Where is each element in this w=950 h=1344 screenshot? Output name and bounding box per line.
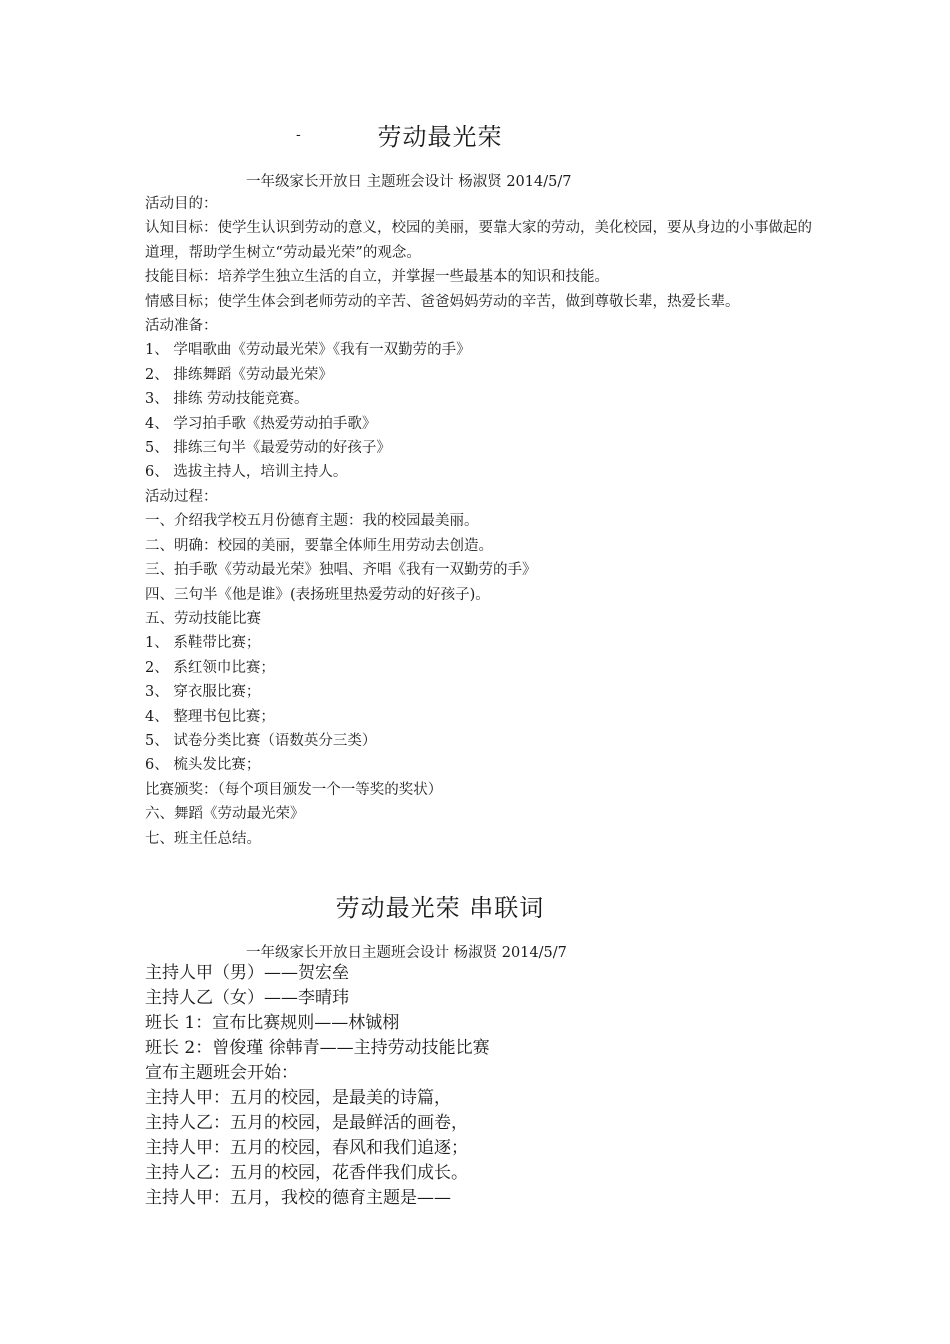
plan-line: 5、 试卷分类比赛（语数英分三类）: [145, 732, 377, 749]
plan-line: 二、明确：校园的美丽，要靠全体师生用劳动去创造。: [145, 537, 493, 554]
activity-plan: [145, 192, 815, 851]
plan-line: 七、班主任总结。: [145, 830, 261, 847]
plan-line: 5、 排练三句半《最爱劳动的好孩子》: [145, 440, 391, 457]
script-line: 宣布主题班会开始：: [145, 1063, 298, 1083]
plan-line: 技能目标：培养学生独立生活的自立，并掌握一些最基本的知识和技能。: [145, 269, 609, 286]
plan-line: 1、 学唱歌曲《劳动最光荣》《我有一双勤劳的手》: [145, 342, 471, 359]
script-line: 主持人甲：五月的校园，春风和我们追逐；: [145, 1138, 468, 1158]
script-line: 主持人乙（女）——李晴玮: [145, 988, 349, 1008]
script-title: 劳动最光荣 串联词: [335, 894, 545, 922]
plan-line: 3、 排练 劳动技能竞赛。: [145, 391, 309, 408]
script-subtitle: 一年级家长开放日主题班会设计 杨淑贤 2014/5/7: [246, 945, 567, 961]
plan-line: 三、拍手歌《劳动最光荣》独唱、齐唱《我有一双勤劳的手》: [145, 562, 537, 579]
plan-line: 活动过程：: [145, 488, 218, 505]
script-line: 主持人甲：五月，我校的德育主题是——: [145, 1188, 451, 1208]
plan-line: 六、舞蹈《劳动最光荣》: [145, 806, 305, 823]
script-line: 主持人甲：五月的校园，是最美的诗篇，: [145, 1088, 451, 1108]
plan-line: 3、 穿衣服比赛；: [145, 684, 261, 701]
plan-line: 1、 系鞋带比赛；: [145, 635, 261, 652]
doc-subtitle: 一年级家长开放日 主题班会设计 杨淑贤 2014/5/7: [246, 174, 572, 190]
doc-title: 劳动最光荣: [377, 123, 503, 151]
plan-line: 比赛颁奖：（每个项目颁发一个一等奖的奖状）: [145, 781, 443, 798]
script-line: 主持人乙：五月的校园，是最鲜活的画卷，: [145, 1113, 468, 1133]
plan-line: 活动目的：: [145, 196, 218, 212]
script-line: 主持人乙：五月的校园，花香伴我们成长。: [145, 1163, 468, 1183]
plan-line: 一、介绍我学校五月份德育主题：我的校园最美丽。: [145, 513, 479, 530]
plan-line: 情感目标；使学生体会到老师劳动的辛苦、爸爸妈妈劳动的辛苦，做到尊敬长辈，热爱长辈。: [145, 293, 740, 310]
title-mark: -: [296, 127, 301, 143]
plan-line: 四、三句半《他是谁》(表扬班里热爱劳动的好孩子)。: [145, 586, 490, 603]
plan-line: 2、 系红领巾比赛；: [145, 659, 275, 676]
plan-line: 五、劳动技能比赛: [145, 610, 261, 627]
plan-line: 4、 整理书包比赛；: [145, 708, 275, 725]
plan-line: 认知目标：使学生认识到劳动的意义，校园的美丽，要靠大家的劳动，美化校园，要从身边的小事做起的道理，帮助学生树立“劳动最光荣”的观念。: [145, 220, 812, 261]
plan-line: 6、 梳头发比赛；: [145, 757, 261, 774]
plan-line: 6、 选拔主持人，培训主持人。: [145, 464, 348, 481]
host-script: [145, 961, 815, 1211]
script-line: 主持人甲（男）——贺宏垒: [145, 963, 349, 983]
plan-line: 4、 学习拍手歌《热爱劳动拍手歌》: [145, 415, 377, 432]
script-line: 班长 1：宣布比赛规则——林铖栩: [145, 1013, 400, 1033]
plan-line: 活动准备：: [145, 318, 218, 335]
plan-line: 2、 排练舞蹈《劳动最光荣》: [145, 366, 333, 383]
script-line: 班长 2：曾俊瑾 徐韩青——主持劳动技能比赛: [145, 1038, 490, 1058]
